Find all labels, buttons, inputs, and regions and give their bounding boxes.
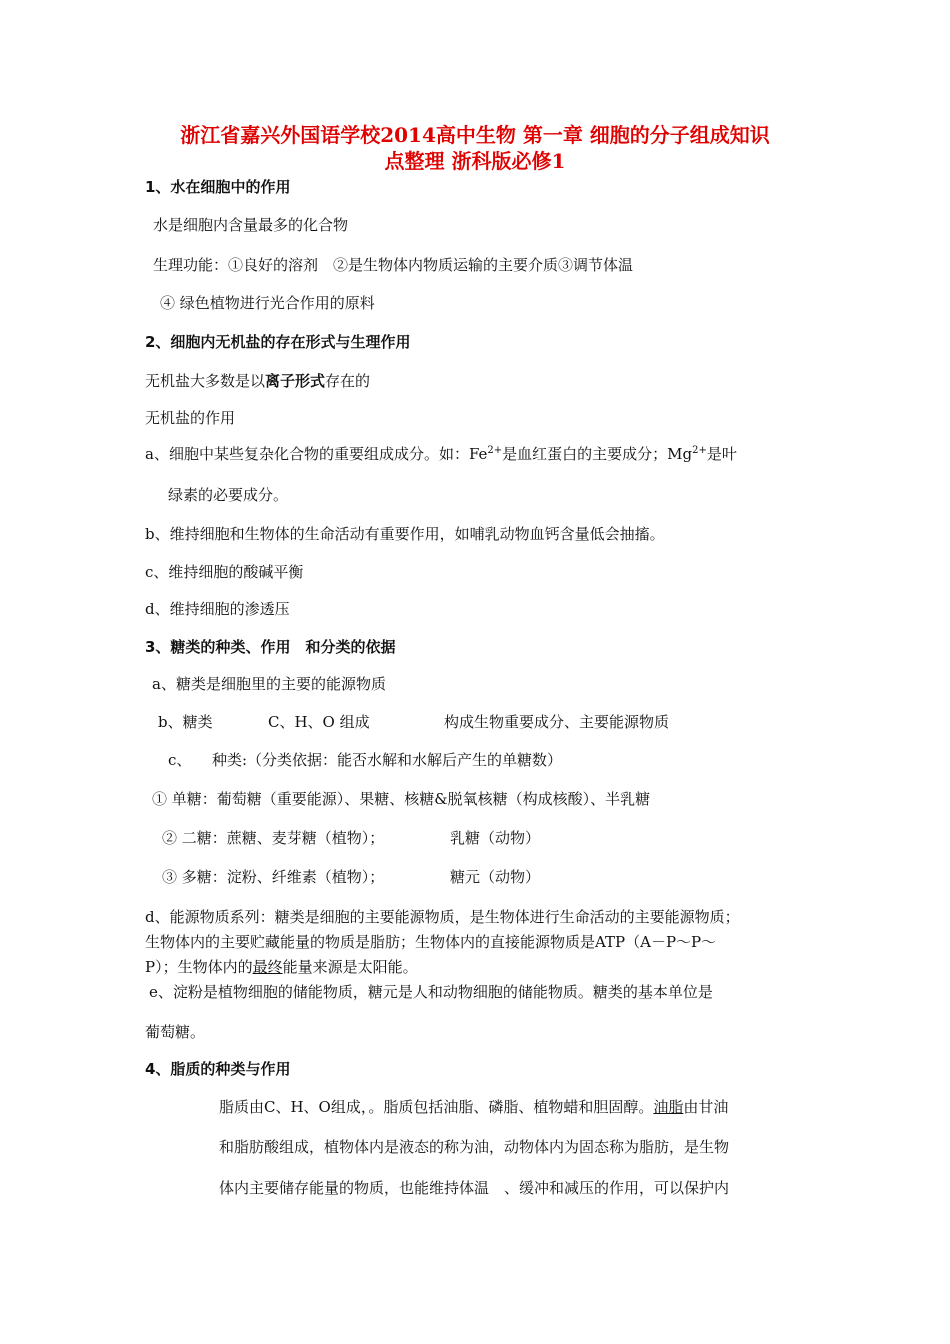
section-3-heading: 3、糖类的种类、作用 和分类的依据 [145, 638, 396, 656]
s2-item-a [145, 444, 737, 464]
s2-item-a-cont: 绿素的必要成分。 [168, 486, 289, 504]
s2-a-sup-2: 2+ [692, 445, 707, 456]
s2-item-b: b、维持细胞和生物体的生命活动有重要作用，如哺乳动物血钙含量低会抽搐。 [145, 525, 665, 543]
s2-line-2: 无机盐的作用 [145, 409, 236, 427]
s3-di-1: ② 二糖：蔗糖、麦芽糖（植物）； [162, 829, 385, 847]
s2-item-d: d、维持细胞的渗透压 [145, 600, 290, 618]
s4-para-line-3: 体内主要储存能量的物质，也能维持体温 、缓冲和减压的作用，可以保护内 [219, 1179, 730, 1197]
section-2-heading: 2、细胞内无机盐的存在形式与生理作用 [145, 333, 411, 351]
section-4-heading: 4、脂质的种类与作用 [145, 1060, 291, 1078]
document-title-line-2: 点整理 浙科版必修1 [384, 149, 566, 173]
s3-item-a: a、糖类是细胞里的主要的能源物质 [152, 675, 386, 693]
s3-poly-2: 糖元（动物） [450, 868, 541, 886]
s1-line-2: 生理功能：①良好的溶剂 ②是生物体内物质运输的主要介质③调节体温 [153, 256, 634, 274]
section-1-heading: 1、水在细胞中的作用 [145, 178, 291, 196]
s4-para-line-1 [219, 1097, 728, 1117]
s1-line-1: 水是细胞内含量最多的化合物 [153, 216, 349, 234]
s3-item-b-1: b、糖类 [158, 713, 213, 731]
s1-line-3: ④ 绿色植物进行光合作用的原料 [160, 294, 375, 312]
s2-l1-text: 无机盐大多数是以 [145, 372, 266, 390]
s3-d3-text-end: 能量来源是太阳能。 [282, 958, 418, 976]
s2-l1-text-end: 存在的 [325, 372, 371, 390]
s2-item-c: c、维持细胞的酸碱平衡 [145, 563, 304, 581]
s3-item-b-3: 构成生物重要成分、主要能源物质 [444, 713, 670, 731]
s3-item-d-3 [145, 957, 418, 977]
s3-item-c-1: c、 [168, 751, 192, 769]
s3-item-e-1: e、淀粉是植物细胞的储能物质，糖元是人和动物细胞的储能物质。糖类的基本单位是 [149, 983, 713, 1001]
s3-d3-underlined: 最终 [252, 958, 283, 976]
s3-item-c-2: 种类:（分类依据：能否水解和水解后产生的单糖数） [212, 751, 563, 769]
s2-a-sup-1: 2+ [487, 445, 503, 456]
s2-line-1 [145, 371, 370, 391]
s4-p1-text: 脂质由C、H、O组成，。脂质包括油脂、磷脂、植物蜡和胆固醇。 [219, 1098, 654, 1116]
s4-para-line-2: 和脂肪酸组成，植物体内是液态的称为油，动物体内为固态称为脂肪，是生物 [219, 1138, 730, 1156]
s3-item-b-2: C、H、O 组成 [268, 713, 370, 731]
s2-l1-bold: 离子形式 [265, 372, 326, 390]
s3-di-2: 乳糖（动物） [450, 829, 541, 847]
s3-poly-1: ③ 多糖：淀粉、纤维素（植物）； [162, 868, 385, 886]
s3-item-e-2: 葡萄糖。 [145, 1023, 206, 1041]
s3-mono: ① 单糖：葡萄糖（重要能源）、果糖、核糖&脱氧核糖（构成核酸）、半乳糖 [152, 790, 651, 808]
s2-a-text-mid: 是血红蛋白的主要成分；Mg [502, 445, 693, 463]
s4-p1-underlined: 油脂 [653, 1098, 684, 1116]
s3-item-d-2: 生物体内的主要贮藏能量的物质是脂肪；生物体内的直接能源物质是ATP（A－P～P～ [145, 933, 717, 951]
s3-item-d-1: d、能源物质系列：糖类是细胞的主要能源物质，是生物体进行生命活动的主要能源物质； [145, 908, 740, 926]
s4-p1-text-end: 由甘油 [683, 1098, 729, 1116]
s2-a-text: a、细胞中某些复杂化合物的重要组成成分。如：Fe [145, 445, 488, 463]
s3-d3-text: P）；生物体内的 [145, 958, 253, 976]
document-title-line-1: 浙江省嘉兴外国语学校2014高中生物 第一章 细胞的分子组成知识 [180, 123, 770, 147]
s2-a-text-end: 是叶 [706, 445, 737, 463]
